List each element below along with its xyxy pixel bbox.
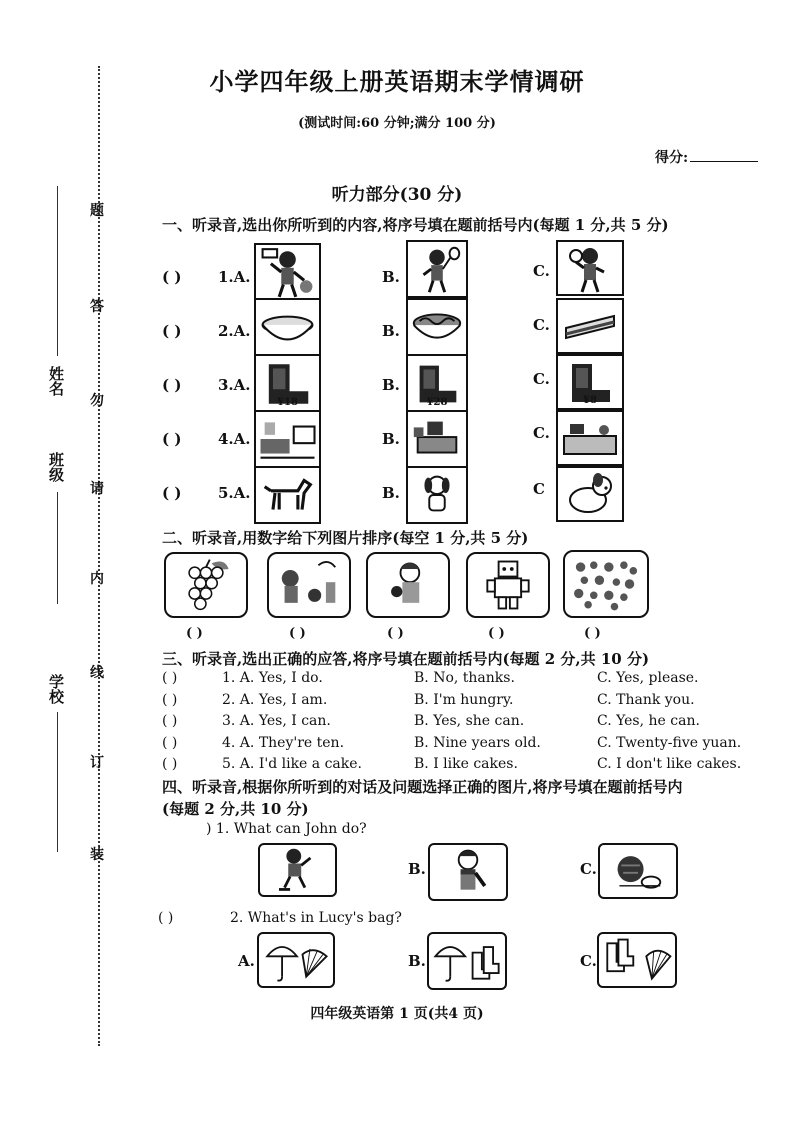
name-field-label: 姓名 (47, 366, 65, 396)
page-footer: 四年级英语第 1 页(共4 页) (310, 1006, 484, 1022)
price-label: ¥28 (426, 397, 448, 408)
section1-title: 一、听录音,选出你所听到的内容,将序号填在题前括号内(每题 1 分,共 5 分) (162, 216, 669, 234)
name-field-line[interactable] (57, 186, 58, 356)
binding-char: 内 (90, 571, 104, 587)
option-label: C. (533, 424, 550, 442)
shoes-icon[interactable] (254, 354, 321, 412)
option-label: 2.A. (218, 322, 251, 340)
option-label: C. (533, 262, 550, 280)
order-paren[interactable]: ( ) (289, 626, 306, 641)
option-label: B. (382, 268, 400, 286)
umbrella-and-fan-icon[interactable] (257, 932, 335, 988)
question-option-a: 5. A. I'd like a cake. (222, 756, 362, 772)
score-field (655, 147, 758, 167)
living-room-icon[interactable] (254, 410, 321, 468)
kitchen-icon[interactable] (556, 410, 624, 466)
class-field-label: 班级 (47, 452, 65, 482)
listening-part-title: 听力部分(30 分) (331, 185, 463, 205)
option-label: B. (408, 952, 426, 970)
toys-pile-icon[interactable] (563, 550, 649, 618)
question-option-c: C. Thank you. (597, 692, 695, 708)
answer-paren[interactable]: ( ) (162, 692, 178, 708)
section3-title: 三、听录音,选出正确的应答,将序号填在题前括号内(每题 2 分,共 10 分) (162, 650, 650, 668)
order-paren[interactable]: ( ) (584, 626, 601, 641)
umbrella-and-socks-icon[interactable] (427, 932, 507, 990)
cartoon-dog-icon[interactable] (406, 466, 468, 524)
page-title: 小学四年级上册英语期末学情调研 (209, 68, 585, 96)
puppy-icon[interactable] (556, 466, 624, 522)
shoes-icon[interactable] (406, 354, 468, 412)
option-label: 3.A. (218, 376, 251, 394)
option-label: C. (580, 952, 597, 970)
answer-paren[interactable]: ( ) (162, 735, 178, 751)
order-paren[interactable]: ( ) (387, 626, 404, 641)
option-label: 4.A. (218, 430, 251, 448)
answer-paren[interactable]: ( ) (162, 713, 178, 729)
option-label: B. (382, 376, 400, 394)
question-option-b: B. No, thanks. (414, 670, 515, 686)
section2-title: 二、听录音,用数字给下列图片排序(每空 1 分,共 5 分) (162, 529, 529, 547)
option-label: B. (382, 484, 400, 502)
boy-with-ball-icon[interactable] (598, 843, 678, 899)
question-option-b: B. I'm hungry. (414, 692, 514, 708)
score-label: 得分: (655, 150, 689, 166)
section4-title: 四、听录音,根据你所听到的对话及问题选择正确的图片,将序号填在题前括号内 (162, 778, 683, 796)
boy-playing-football-icon[interactable] (556, 240, 624, 296)
binding-char: 题 (90, 203, 104, 219)
question-option-c: C. Yes, he can. (597, 713, 700, 729)
question-option-b: B. Yes, she can. (414, 713, 525, 729)
exam-info: (测试时间:60 分钟;满分 100 分) (298, 116, 496, 131)
answer-paren[interactable]: ( ) (162, 430, 182, 448)
binding-char: 勿 (90, 393, 104, 409)
grapes-icon[interactable] (164, 552, 248, 618)
answer-paren[interactable]: ( ) (158, 910, 174, 926)
binding-char: 线 (90, 665, 104, 681)
option-label: A. (238, 952, 255, 970)
option-label: B. (382, 322, 400, 340)
answer-paren[interactable]: ( ) (162, 670, 178, 686)
order-paren[interactable]: ( ) (488, 626, 505, 641)
question-option-b: B. I like cakes. (414, 756, 518, 772)
option-label: C. (580, 860, 597, 878)
price-label: ¥8 (583, 395, 597, 406)
answer-paren[interactable]: ( ) (162, 376, 182, 394)
class-field-line[interactable] (57, 492, 58, 604)
question-option-a: 3. A. Yes, I can. (222, 713, 331, 729)
question-option-b: B. Nine years old. (414, 735, 541, 751)
answer-paren[interactable]: ( ) (162, 484, 182, 502)
girl-with-doll-icon[interactable] (366, 552, 450, 618)
shoes-icon[interactable] (556, 354, 624, 410)
robot-icon[interactable] (466, 552, 550, 618)
question-2: 2. What's in Lucy's bag? (230, 910, 402, 926)
socks-and-fan-icon[interactable] (597, 932, 677, 988)
answer-paren[interactable]: ( ) (162, 268, 182, 286)
binding-char: 装 (90, 847, 104, 863)
option-label: B. (408, 860, 426, 878)
question-option-c: C. I don't like cakes. (597, 756, 742, 772)
option-label: C (533, 480, 545, 498)
thin-dog-icon[interactable] (254, 466, 321, 524)
noodles-bowl-icon[interactable] (406, 298, 468, 356)
option-label: C. (533, 370, 550, 388)
question-option-a: 4. A. They're ten. (222, 735, 345, 751)
boy-with-scarf-icon[interactable] (428, 843, 508, 901)
option-label: 5.A. (218, 484, 251, 502)
question-option-a: 2. A. Yes, I am. (222, 692, 328, 708)
question-option-a: 1. A. Yes, I do. (222, 670, 323, 686)
option-label: 1.A. (218, 268, 251, 286)
option-label: C. (533, 316, 550, 334)
study-room-icon[interactable] (406, 410, 468, 468)
question-1: ) 1. What can John do? (206, 821, 367, 837)
binding-char: 请 (90, 481, 104, 497)
boy-playing-basketball-icon[interactable] (254, 243, 321, 301)
answer-paren[interactable]: ( ) (162, 322, 182, 340)
binding-char: 订 (90, 755, 104, 771)
binding-char: 答 (90, 299, 104, 315)
question-option-c: C. Twenty-five yuan. (597, 735, 742, 751)
question-option-c: C. Yes, please. (597, 670, 699, 686)
answer-paren[interactable]: ( ) (162, 756, 178, 772)
cat-and-animals-icon[interactable] (267, 552, 351, 618)
school-field-line[interactable] (57, 712, 58, 852)
order-paren[interactable]: ( ) (186, 626, 203, 641)
sandwich-icon[interactable] (556, 298, 624, 354)
boy-skating-icon[interactable] (258, 843, 337, 897)
school-field-label: 学校 (47, 674, 65, 704)
boy-playing-badminton-icon[interactable] (406, 240, 468, 298)
score-blank[interactable] (690, 161, 758, 162)
price-label: ¥18 (277, 397, 298, 408)
rice-bowl-icon[interactable] (254, 298, 321, 356)
option-label: B. (382, 430, 400, 448)
section4-title-points: (每题 2 分,共 10 分) (162, 800, 309, 818)
